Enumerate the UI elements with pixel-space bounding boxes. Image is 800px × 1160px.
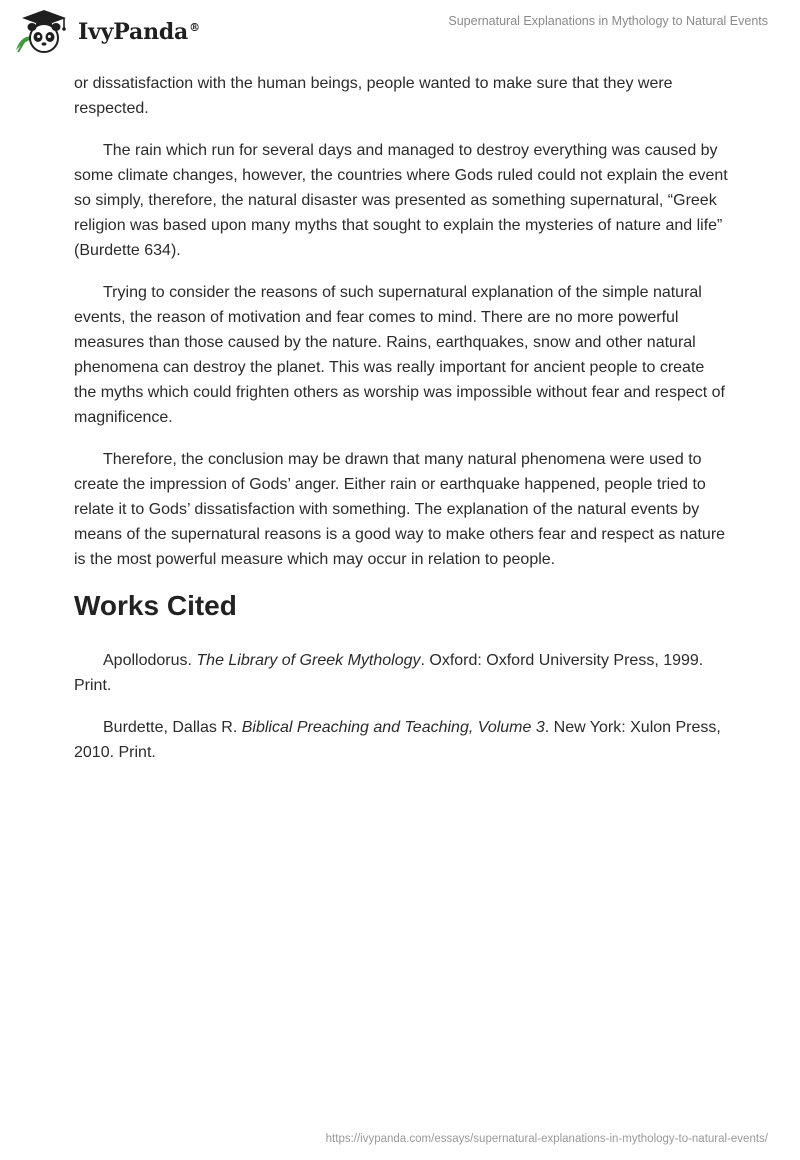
page-header bbox=[0, 0, 800, 62]
citation-entry: Burdette, Dallas R. Biblical Preaching and Teaching, Volume 3. New York: Xulon Press, 2010. Print. bbox=[74, 719, 721, 761]
running-title: Supernatural Explanations in Mythology to Natural Events bbox=[448, 14, 768, 28]
body-paragraph: Therefore, the conclusion may be drawn that many natural phenomena were used to create the impression of Gods’ anger. Either rain or earthquake happened, people tried to relate it to Gods’ dissatisfaction with something. The explanation of the natural events by means of the supernatural reasons is a good way to make others fear and respect as nature is the most powerful measure which may occur in relation to people. bbox=[74, 451, 726, 568]
body-paragraph: The rain which run for several days and managed to destroy everything was caused by some climate changes, however, the countries where Gods ruled could not explain the event so simply, therefore, the natural disaster was presented as something supernatural, “Greek religion was based upon many myths that sought to explain the mysteries of nature and life” (Burdette 634). bbox=[74, 142, 728, 259]
panda-logo-icon bbox=[14, 8, 72, 54]
essay-content bbox=[74, 71, 728, 782]
works-cited-heading: Works Cited bbox=[74, 590, 237, 621]
citation-title: Biblical Preaching and Teaching, Volume 3 bbox=[241, 719, 545, 736]
source-url[interactable]: https://ivypanda.com/essays/supernatural-explanations-in-mythology-to-natural-events/ bbox=[325, 1133, 768, 1145]
brand-name: IvyPanda® bbox=[78, 19, 200, 45]
body-paragraph: Trying to consider the reasons of such supernatural explanation of the simple natural events, the reason of motivation and fear comes to mind. There are no more powerful measures than those caused by the nature. Rains, earthquakes, snow and other natural phenomena can destroy the planet. This was really important for ancient people to create the myths which could frighten others as worship was impossible without fear and respect of magnificence. bbox=[74, 284, 725, 426]
citation-title: The Library of Greek Mythology bbox=[196, 652, 421, 669]
citation-entry: Apollodorus. The Library of Greek Mythology. Oxford: Oxford University Press, 1999. Print. bbox=[74, 652, 704, 694]
ivypanda-logo[interactable] bbox=[14, 8, 200, 54]
body-paragraph: or dissatisfaction with the human beings, people wanted to make sure that they were respected. bbox=[74, 75, 673, 117]
